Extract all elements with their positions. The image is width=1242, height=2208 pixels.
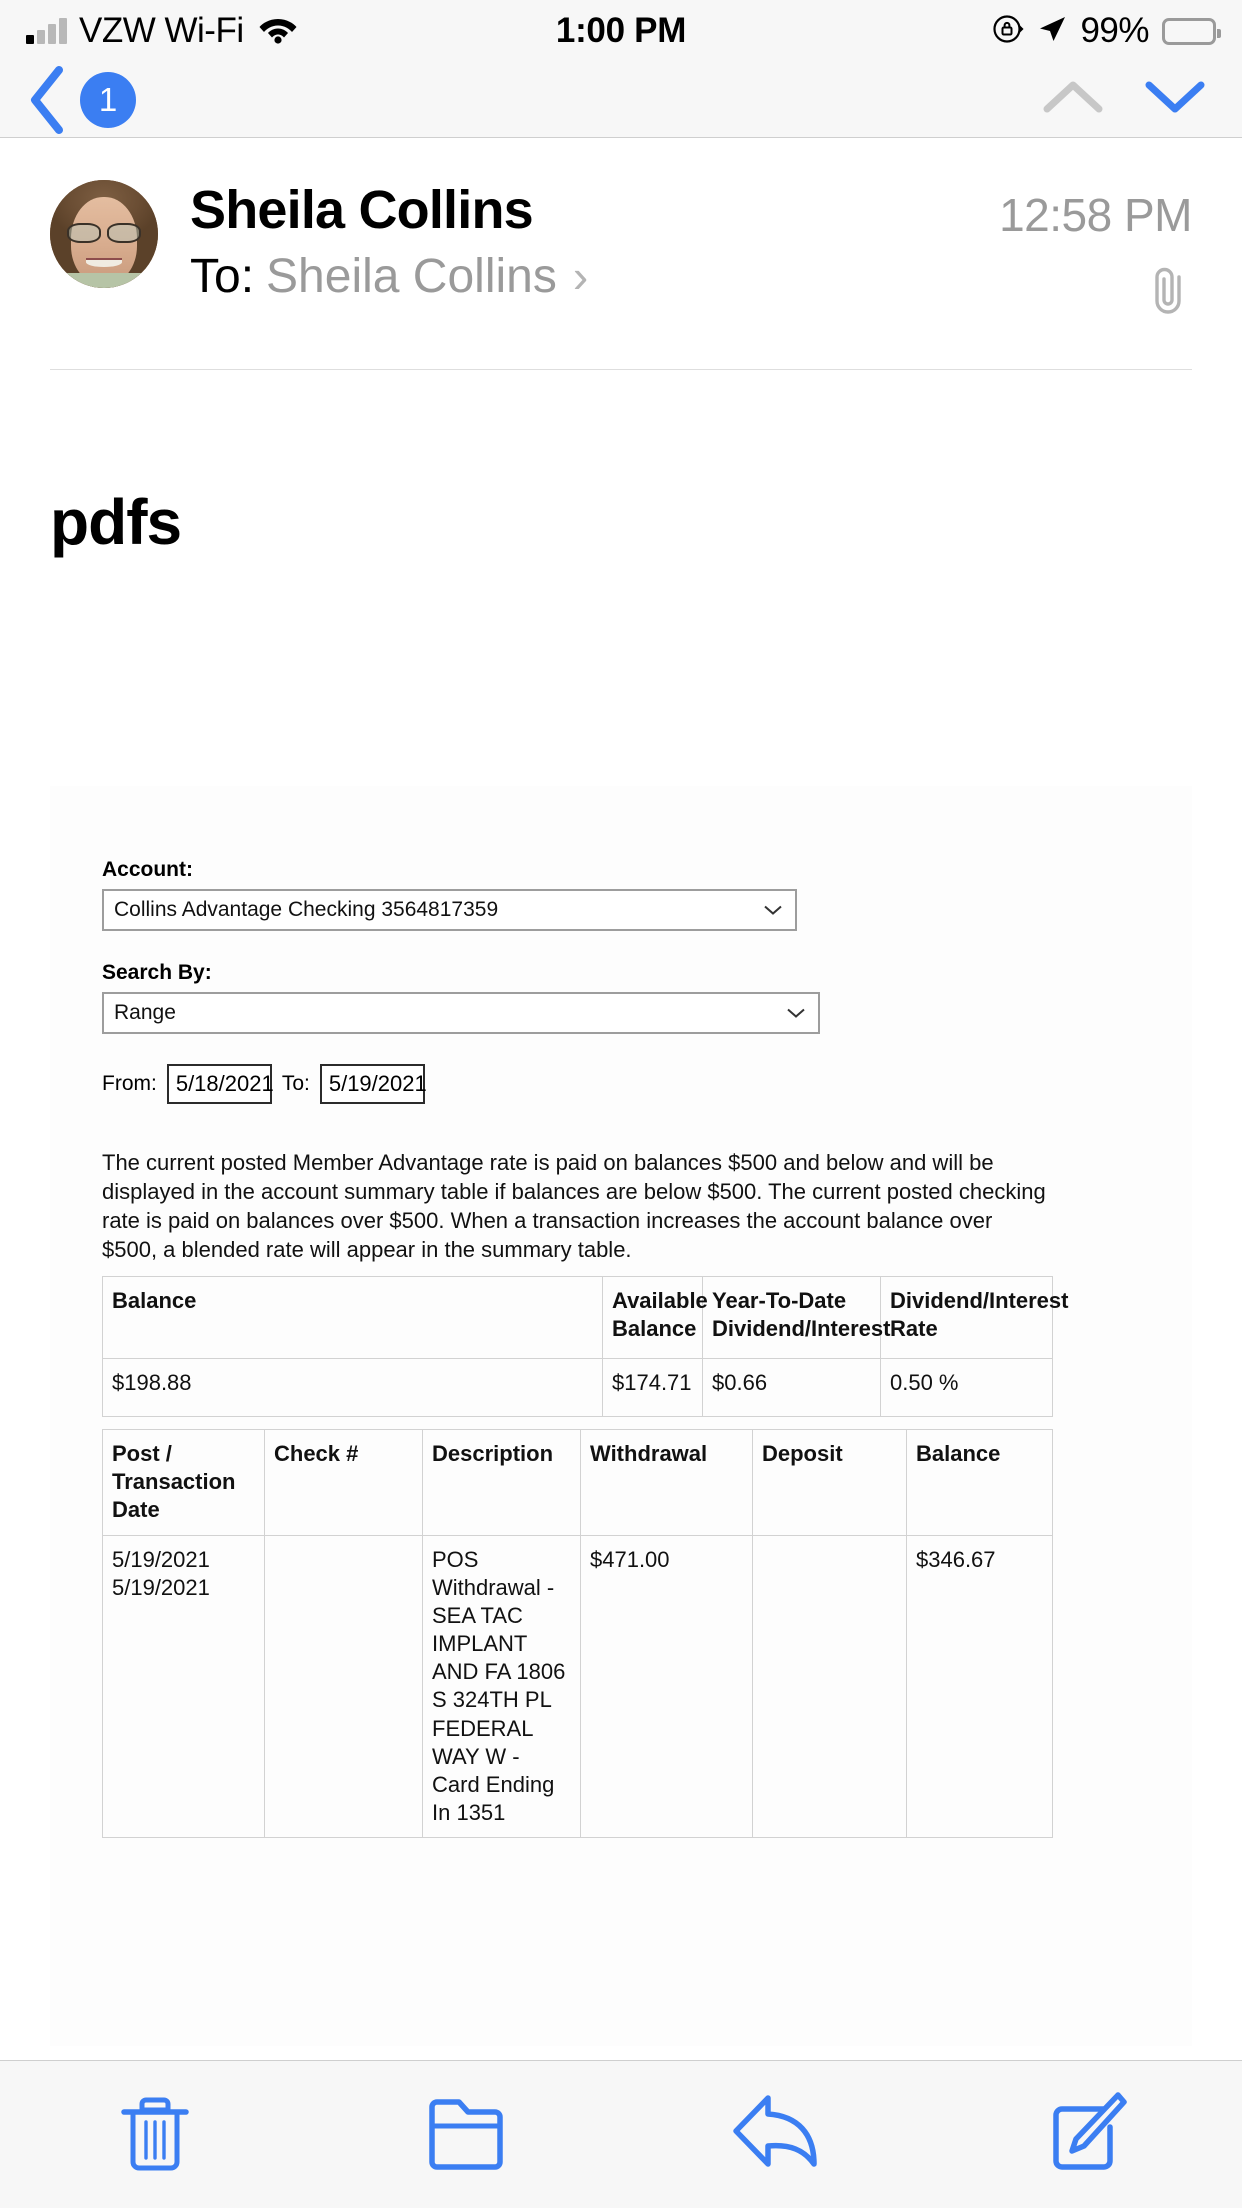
- document-body: [50, 786, 1192, 1838]
- chevron-right-icon[interactable]: ›: [572, 249, 589, 302]
- account-summary-table: [102, 1276, 1069, 1417]
- txn-header-check: Check #: [265, 1430, 423, 1535]
- subject-line: pdfs: [50, 486, 182, 558]
- header-divider: [50, 369, 1192, 370]
- battery-icon: [1162, 18, 1216, 45]
- back-chevron-icon[interactable]: [26, 64, 68, 136]
- bottom-toolbar: [0, 2060, 1242, 2208]
- message-header: [0, 138, 1242, 370]
- transaction-table: [102, 1429, 1053, 1838]
- cellular-signal-icon: [26, 18, 67, 44]
- chevron-down-icon[interactable]: [1144, 77, 1206, 122]
- status-bar-center: [556, 11, 686, 51]
- message-header-text: [158, 180, 999, 303]
- summary-cell-balance: $198.88: [103, 1359, 603, 1417]
- wifi-icon: [258, 14, 298, 49]
- from-label: From:: [102, 1072, 157, 1095]
- txn-header-balance: Balance: [907, 1430, 1053, 1535]
- summary-header-available-balance: Available Balance: [603, 1277, 703, 1359]
- table-row: [103, 1535, 1053, 1838]
- table-row: [103, 1359, 1053, 1417]
- reply-button[interactable]: [621, 2061, 932, 2208]
- txn-cell-date: [103, 1535, 265, 1838]
- table-header-row: [103, 1277, 1053, 1359]
- txn-cell-deposit: [753, 1535, 907, 1838]
- to-label: To:: [281, 1072, 310, 1095]
- to-date-value: 5/19/2021: [328, 1071, 427, 1096]
- compose-icon: [1046, 2089, 1128, 2180]
- chevron-down-icon: [763, 904, 783, 917]
- message-header-row: [50, 180, 1192, 321]
- from-date-input[interactable]: [167, 1064, 272, 1104]
- trash-icon: [118, 2088, 192, 2181]
- txn-header-deposit: Deposit: [753, 1430, 907, 1535]
- summary-cell-dividend-rate: 0.50 %: [881, 1359, 1053, 1417]
- message-header-right: [999, 180, 1192, 321]
- status-bar-left: [26, 11, 556, 51]
- search-by-select-value: Range: [114, 1001, 176, 1024]
- rate-disclosure-text: The current posted Member Advantage rate is paid on balances $500 and below and will be displayed in the account summary table if balances are below $500. The current posted checking rate is paid on balances over $500. When a transaction increases the account balance over $500, a blended rate will appear in the summary table.: [102, 1150, 1046, 1263]
- txn-post-date: 5/19/2021: [112, 1546, 210, 1572]
- txn-header-date: Post / Transaction Date: [103, 1430, 265, 1535]
- account-select[interactable]: [102, 889, 797, 931]
- delete-button[interactable]: [0, 2061, 311, 2208]
- paperclip-icon: [1146, 264, 1192, 321]
- txn-header-withdrawal: Withdrawal: [581, 1430, 753, 1535]
- summary-cell-available-balance: $174.71: [603, 1359, 703, 1417]
- chevron-down-icon: [786, 1007, 806, 1020]
- reply-arrow-icon: [728, 2090, 824, 2179]
- account-label: Account:: [102, 858, 193, 881]
- txn-header-description: Description: [423, 1430, 581, 1535]
- move-to-folder-button[interactable]: [311, 2061, 622, 2208]
- summary-header-balance: Balance: [103, 1277, 603, 1359]
- sender-name: Sheila Collins: [190, 180, 533, 240]
- account-select-value: Collins Advantage Checking 3564817359: [114, 898, 499, 921]
- message-time: 12:58 PM: [999, 189, 1192, 241]
- from-date-value: 5/18/2021: [175, 1071, 274, 1096]
- txn-transaction-date: 5/19/2021: [112, 1574, 210, 1600]
- chevron-up-icon[interactable]: [1042, 77, 1104, 122]
- carrier-label: VZW Wi-Fi: [79, 11, 244, 50]
- unread-count-label: 1: [98, 80, 118, 118]
- recipient-row[interactable]: [190, 251, 999, 304]
- summary-header-dividend-rate: Dividend/Interest Rate: [881, 1277, 1053, 1359]
- rotation-lock-icon: [992, 13, 1024, 50]
- status-bar-right: [686, 11, 1216, 51]
- summary-header-ytd-dividend: Year-To-Date Dividend/Interest: [703, 1277, 881, 1359]
- summary-cell-ytd-dividend: $0.66: [703, 1359, 881, 1417]
- avatar: [50, 180, 158, 288]
- search-by-label: Search By:: [102, 961, 212, 984]
- attachment-document-preview[interactable]: [50, 786, 1192, 2046]
- txn-cell-withdrawal: $471.00: [581, 1535, 753, 1838]
- table-header-row: [103, 1430, 1053, 1535]
- unread-count-badge[interactable]: [80, 72, 136, 128]
- txn-cell-check: [265, 1535, 423, 1838]
- folder-icon: [423, 2090, 509, 2179]
- txn-cell-description: POS Withdrawal - SEA TAC IMPLANT AND FA 1806 S 324TH PL FEDERAL WAY W - Card Ending In 1351: [423, 1535, 581, 1838]
- to-label: To:: [190, 249, 255, 303]
- battery-percent-label: 99%: [1080, 11, 1149, 50]
- nav-bar-right: [1042, 77, 1216, 122]
- status-bar: [0, 0, 1242, 62]
- compose-button[interactable]: [932, 2061, 1242, 2208]
- search-by-select[interactable]: [102, 992, 820, 1034]
- navigation-bar: [0, 62, 1242, 138]
- nav-bar-left: [26, 64, 136, 136]
- to-recipient: Sheila Collins: [266, 249, 557, 303]
- date-range-row: [102, 1064, 1192, 1104]
- location-arrow-icon: [1037, 14, 1067, 49]
- to-date-input[interactable]: [320, 1064, 425, 1104]
- txn-cell-balance: $346.67: [907, 1535, 1053, 1838]
- status-bar-clock: 1:00 PM: [555, 11, 687, 50]
